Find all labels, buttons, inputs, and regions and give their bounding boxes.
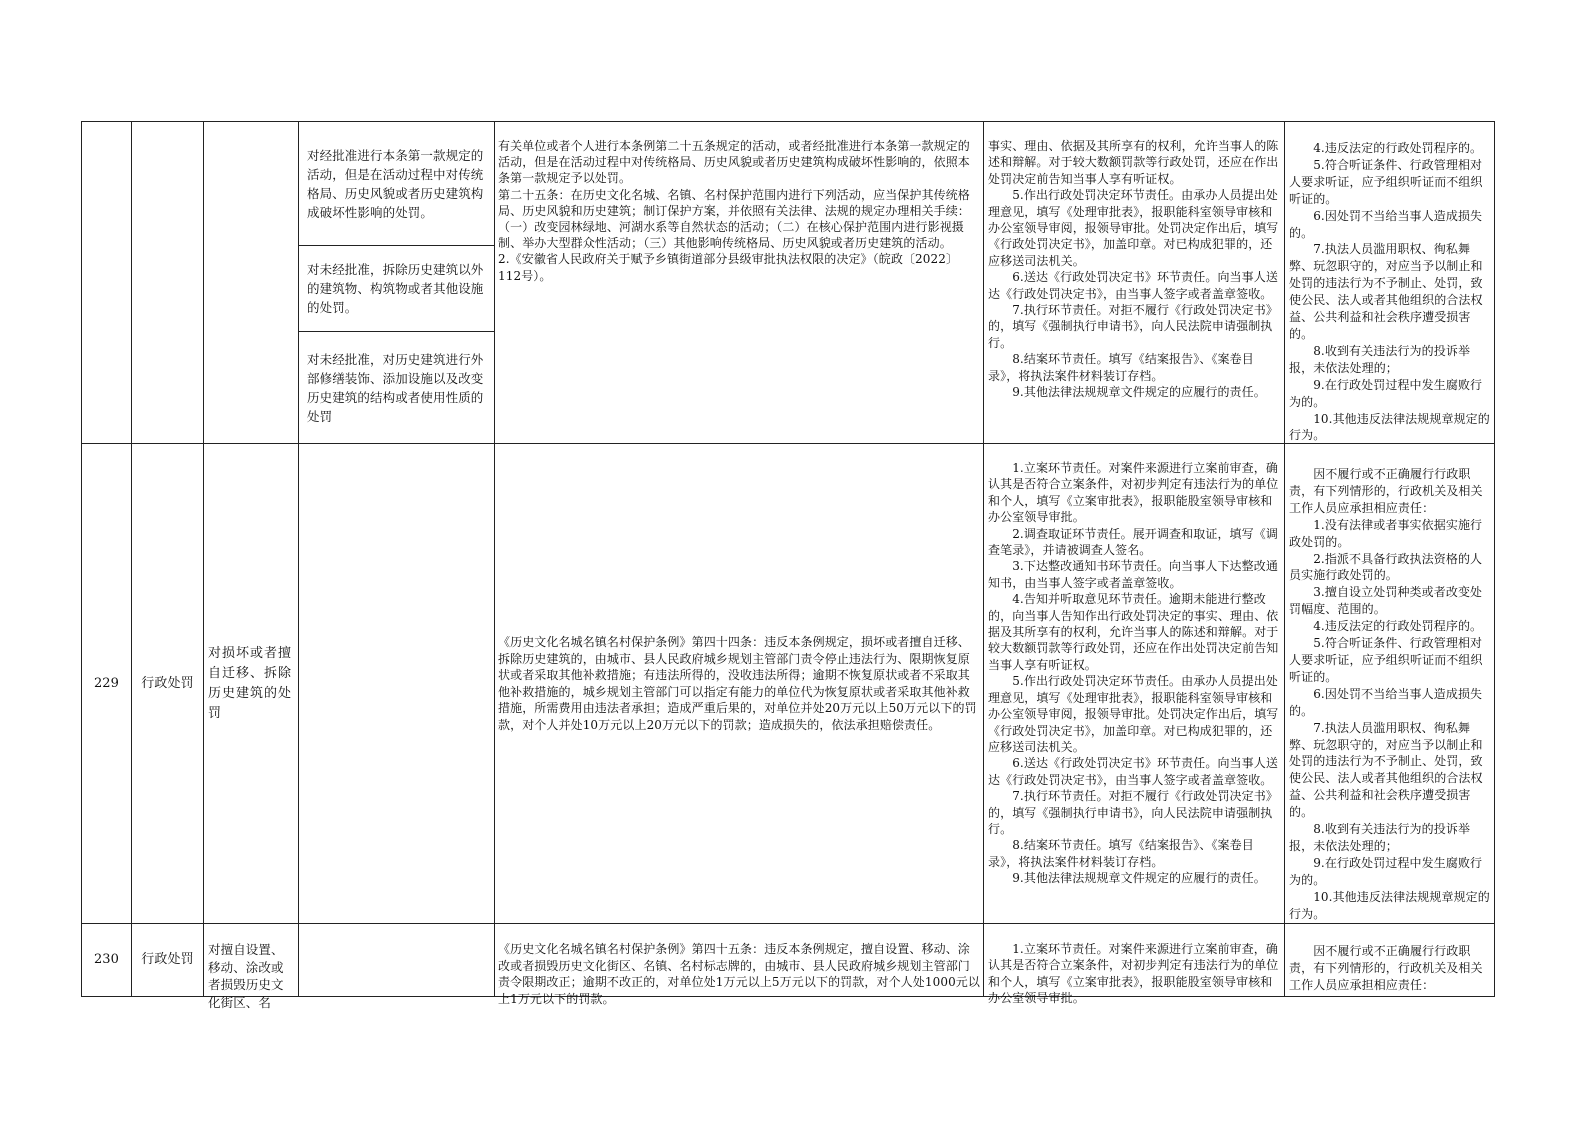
sub-item-cell (303, 122, 491, 245)
sub-item-cell (303, 246, 491, 331)
liability-text: 因不履行或不正确履行行政职责，有下列情形的，行政机关及相关工作人员应承担相应责任： (1289, 944, 1483, 992)
liability-cell (1289, 927, 1492, 995)
duty-cell (988, 925, 1280, 1006)
legal-basis-text: 《历史文化名城名镇名村保护条例》第四十五条：违反本条例规定，擅自设置、移动、涂改或者损毁历史文化街区、名镇、名村标志牌的，由城市、县人民政府城乡规划主管部门责令限期改正；逾期不改正的，对单位处1万元以上5万元以下的罚款，对个人处1000元以上1万元以下的罚款。 (498, 942, 981, 1006)
item-number: 230 (93, 952, 120, 967)
duty-text: 1.立案环节责任。对案件来源进行立案前审查，确认其是否符合立案条件，对初步判定有违法行为的单位和个人，填写《立案审批表》，报职能股室领导审核和办公室领导审批。 2.调查取证环节责任。展开调查和取证，填写《调查笔录》，并请被调查人签名。 3.下达整改通知书环节责任。向当事人下达整改通知书，由当事人签字或者盖章签收。 4.告知并听取意见环节责任。逾期未能进行整改的，向当事人告知作出行政处罚决定的事实、理由、依据及其所享有的权利，允许当事人的陈述和辩解。对于较大数额罚款等行政处罚，还应在作出处罚决定前告知当事人享有听证权。 5.作出行政处罚决定环节责任。由承办人员提出处理意见，填写《处理审批表》，报职能科室领导审核和办公室领导审阅，报领导审批。处罚决定作出后，填写《行政处罚决定书》，加盖印章。对已构成犯罪的，还应移送司法机关。 6.送达《行政处罚决定书》环节责任。向当事人送达《行政处罚决定书》，由当事人签字或者盖章签收。 7.执行环节责任。对拒不履行《行政处罚决定书》的，填写《强制执行申请书》，向人民法院申请强制执行。 8.结案环节责任。填写《结案报告》、《案卷目录》，将执法案件材料装订存档。 9.其他法律法规规章文件规定的应履行的责任。 (988, 461, 1279, 886)
legal-basis-text: 有关单位或者个人进行本条例第二十五条规定的活动，或者经批准进行本条第一款规定的活动，但是在活动过程中对传统格局、历史风貌或者历史建筑构成破坏性影响的，依照本条第一款规定予以处罚。 第二十五条：在历史文化名城、名镇、名村保护范围内进行下列活动，应当保护其传统格局、历史风貌和历史建筑；制订保护方案，并依照有关法律、法规的规定办理相关手续：（一）改变园林绿地、河湖水系等自然状态的活动；（二）在核心保护范围内进行影视摄制、举办大型群众性活动；（三）其他影响传统格局、历史风貌或者历史建筑的活动。 2.《安徽省人民政府关于赋予乡镇街道部分县级审批执法权限的决定》（皖政〔2022〕112号）。 (498, 139, 970, 283)
item-name: 对损坏或者擅自迁移、拆除历史建筑的处罚 (208, 645, 293, 721)
liability-text: 4.违反法定的行政处罚程序的。 5.符合听证条件、行政管理相对人要求听证，应予组织听证而不组织听证的。 6.因处罚不当给当事人造成损失的。 7.执法人员滥用职权、徇私舞弊、玩忽职守的，对应当予以制止和处罚的违法行为不予制止、处罚，致使公民、法人或者其他组织的合法权益、公共利益和社会秩序遭受损害的。 8.收到有关违法行为的投诉举报，未依法处理的； 9.在行政处罚过程中发生腐败行为的。 10.其他违反法律法规规章规定的行为。 (1289, 141, 1490, 443)
sub-item-text: 对未经批准，对历史建筑进行外部修缮装饰、添加设施以及改变历史建筑的结构或者使用性质的处罚 (307, 351, 484, 424)
legal-basis-cell (498, 122, 980, 442)
item-type: 行政处罚 (141, 675, 194, 691)
liability-text: 因不履行或不正确履行行政职责，有下列情形的，行政机关及相关工作人员应承担相应责任： 1.没有法律或者事实依据实施行政处罚的。 2.指派不具备行政执法资格的人员实施行政处罚的。 3.擅自设立处罚种类或者改变处罚幅度、范围的。 4.违反法定的行政处罚程序的。 5.符合听证条件、行政管理相对人要求听证，应予组织听证而不组织听证的。 6.因处罚不当给当事人造成损失的。 7.执法人员滥用职权、徇私舞弊、玩忽职守的，对应当予以制止和处罚的违法行为不予制止、处罚，致使公民、法人或者其他组织的合法权益、公共利益和社会秩序遭受损害的。 8.收到有关违法行为的投诉举报，未依法处理的； 9.在行政处罚过程中发生腐败行为的。 10.其他违反法律法规规章规定的行为。 (1289, 467, 1490, 921)
sub-item-text: 对未经批准，拆除历史建筑以外的建筑物、构筑物或者其他设施的处罚。 (307, 262, 484, 315)
liability-cell (1289, 124, 1492, 442)
legal-basis-cell (498, 925, 981, 1006)
sub-item-cell (303, 332, 491, 443)
sub-item-text: 对经批准进行本条第一款规定的活动，但是在活动过程中对传统格局、历史风貌或者历史建筑构成破坏性影响的处罚。 (307, 147, 484, 220)
duty-text: 事实、理由、依据及其所享有的权利，允许当事人的陈述和辩解。对于较大数额罚款等行政处罚，还应在作出处罚决定前告知当事人享有听证权。 5.作出行政处罚决定环节责任。由承办人员提出处理意见，填写《处理审批表》，报职能科室领导审核和办公室领导审阅，报领导审批。处罚决定作出后，填写《行政处罚决定书》，加盖印章。对已构成犯罪的，还应移送司法机关。 6.送达《行政处罚决定书》环节责任。向当事人送达《行政处罚决定书》，由当事人签字或者盖章签收。 7.执行环节责任。对拒不履行《行政处罚决定书》的，填写《强制执行申请书》，向人民法院申请强制执行。 8.结案环节责任。填写《结案报告》、《案卷目录》，将执法案件材料装订存档。 9.其他法律法规规章文件规定的应履行的责任。 (988, 139, 1279, 400)
duty-text: 1.立案环节责任。对案件来源进行立案前审查，确认其是否符合立案条件，对初步判定有违法行为的单位和个人，填写《立案审批表》，报职能股室领导审核和办公室领导审批。 (988, 942, 1279, 1006)
item-name: 对擅自设置、移动、涂改或者损毁历史文化街区、名 (208, 942, 284, 1010)
item-number: 229 (93, 675, 120, 691)
duty-cell (988, 122, 1280, 442)
legal-basis-cell (498, 444, 980, 923)
legal-basis-text: 《历史文化名城名镇名村保护条例》第四十四条：违反本条例规定，损坏或者擅自迁移、拆除历史建筑的，由城市、县人民政府城乡规划主管部门责令停止违法行为、限期恢复原状或者采取其他补救措施；有违法所得的，没收违法所得；逾期不恢复原状或者不采取其他补救措施的，城乡规划主管部门可以指定有能力的单位代为恢复原状或者采取其他补救措施，所需费用由违法者承担；造成严重后果的，对单位并处20万元以上50万元以下的罚款，对个人并处10万元以上20万元以下的罚款；造成损失的，依法承担赔偿责任。 (498, 635, 977, 732)
item-type: 行政处罚 (141, 952, 194, 967)
liability-cell (1289, 450, 1492, 923)
duty-cell (988, 444, 1280, 923)
